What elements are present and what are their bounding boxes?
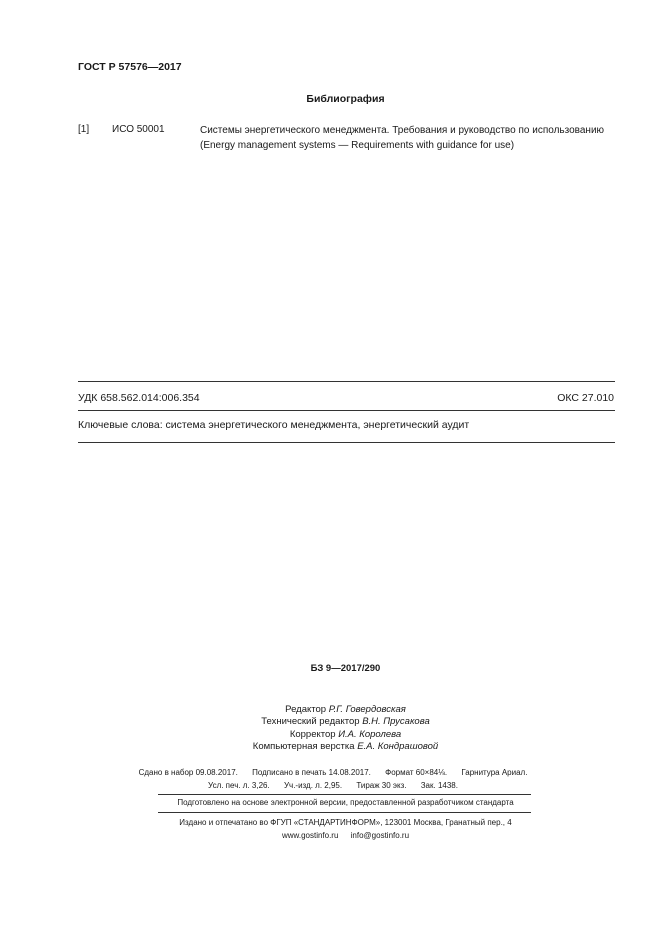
prepared-note: Подготовлено на основе электронной версии, предоставленной разработчиком стандарта [177, 798, 514, 807]
credit-role: Редактор [285, 704, 327, 715]
print-details-line-1 [0, 768, 661, 777]
credit-name: Е.А. Кондрашовой [357, 740, 439, 752]
order-number: Зак. 1438. [420, 781, 458, 790]
credit-editor [0, 704, 661, 716]
print-details-line-2 [0, 781, 661, 790]
typeface: Гарнитура Ариал. [461, 768, 528, 777]
divider-imprint-top [158, 794, 531, 795]
credits [0, 704, 661, 753]
circulation: Тираж 30 экз. [356, 781, 407, 790]
bibliography-title: Библиография [306, 93, 385, 105]
credit-tech-editor [0, 716, 661, 728]
divider-imprint-bottom [158, 812, 531, 813]
credit-role: Корректор [289, 728, 336, 740]
credit-role: Технический редактор [261, 716, 360, 728]
website-link[interactable]: www.gostinfo.ru [281, 830, 339, 840]
oks-code: ОКС 27.010 [557, 392, 614, 404]
bz-number: БЗ 9—2017/290 [310, 663, 381, 674]
bibliography-entry-number: [1] [78, 124, 90, 135]
bibliography-entry-text [200, 124, 620, 153]
publisher-info [0, 817, 661, 842]
keywords: Ключевые слова: система энергетического менеджмента, энергетический аудит [78, 419, 470, 431]
divider-middle [78, 410, 615, 411]
bibliography-entry-title-en: (Energy management systems — Requirements with guidance for use) [200, 139, 515, 151]
divider-bottom [78, 442, 615, 443]
bibliography-entry-standard: ИСО 50001 [112, 124, 165, 135]
print-sheets: Усл. печ. л. 3,26. [208, 781, 270, 790]
publisher-contacts [0, 830, 661, 843]
credit-corrector [0, 729, 661, 741]
standard-code: ГОСТ Р 57576—2017 [78, 61, 182, 73]
paper-format: Формат 60×84⅛. [385, 768, 448, 777]
credit-layout [0, 741, 661, 753]
credit-role: Компьютерная верстка [252, 740, 355, 752]
signed-date: Подписано в печать 14.08.2017. [252, 768, 371, 777]
credit-name: Р.Г. Говердовская [328, 704, 406, 715]
divider-top [78, 381, 615, 382]
udk-code: УДК 658.562.014:006.354 [78, 392, 200, 404]
credit-name: И.А. Королева [338, 728, 402, 740]
email-link[interactable]: info@gostinfo.ru [350, 830, 410, 840]
bibliography-entry-title-ru: Системы энергетического менеджмента. Требования и руководство по использованию [200, 125, 605, 136]
credit-name: В.Н. Прусакова [362, 716, 430, 728]
publisher-address: Издано и отпечатано во ФГУП «СТАНДАРТИНФОРМ», 123001 Москва, Гранатный пер., 4 [179, 818, 512, 827]
submitted-date: Сдано в набор 09.08.2017. [138, 768, 238, 777]
publication-sheets: Уч.-изд. л. 2,95. [283, 781, 343, 790]
